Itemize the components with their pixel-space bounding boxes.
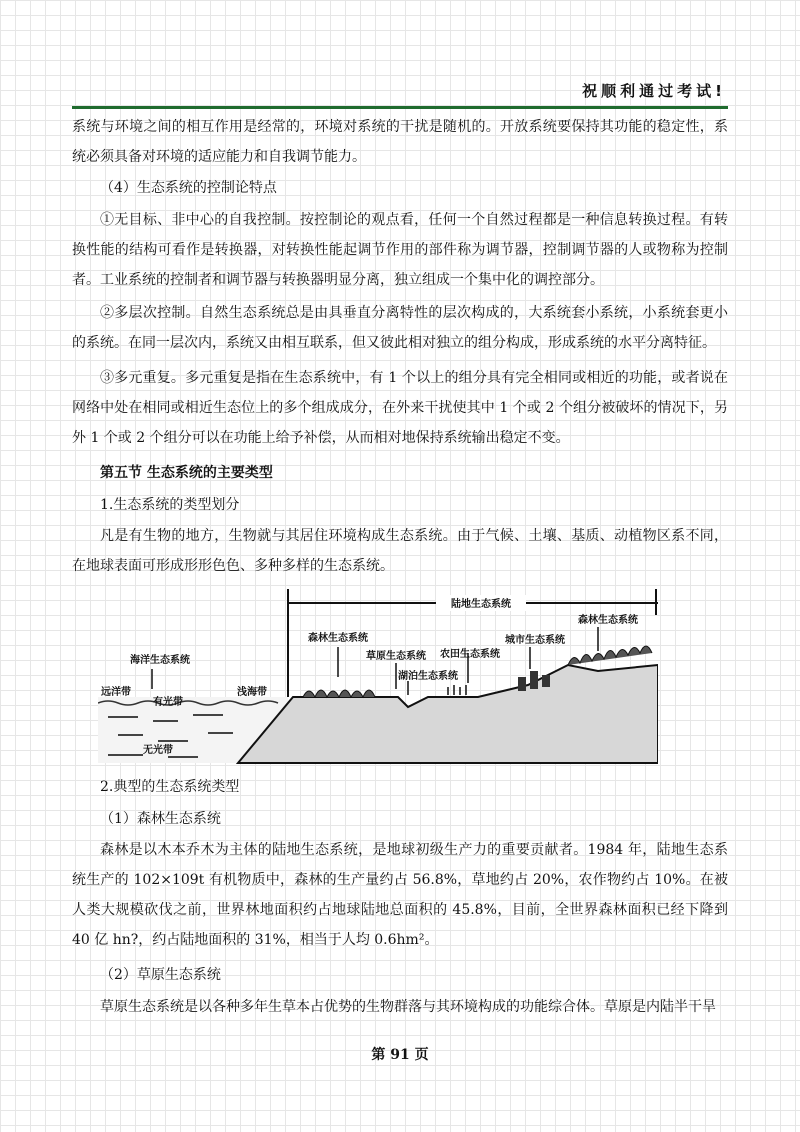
page-number: 第 91 页 bbox=[371, 1047, 429, 1063]
subheading-typical-types: 2.典型的生态系统类型 bbox=[100, 779, 240, 795]
section-heading-control: （4）生态系统的控制论特点 bbox=[100, 180, 277, 196]
land-ecosystem-label: 陆地生态系统 bbox=[451, 599, 511, 610]
section-heading-forest: （1）森林生态系统 bbox=[100, 811, 221, 827]
header-title: 祝顺利通过考试! bbox=[582, 82, 726, 100]
paragraph-2: ①无目标、非中心的自我控制。按控制论的观点看，任何一个自然过程都是一种信息转换过程。有转换性能的结构可看作是转换器，对转换性能起调节作用的部件称为调节器，控制调节器的人或物称为控制者。工业系统的控制者和调节器与转换器明显分离，独立组成一个集中化的调控部分。 bbox=[72, 212, 728, 288]
lake-label: 湖泊生态系统 bbox=[398, 671, 458, 682]
paragraph-1: 系统与环境之间的相互作用是经常的，环境对系统的干扰是随机的。开放系统要保持其功能的稳定性，系统必须具备对环境的适应能力和自我调节能力。 bbox=[72, 119, 728, 165]
header-divider bbox=[72, 106, 728, 109]
city-building-3 bbox=[542, 675, 550, 687]
ecosystem-svg bbox=[98, 585, 658, 775]
city-label: 城市生态系统 bbox=[505, 635, 565, 646]
subheading-classification: 1.生态系统的类型划分 bbox=[100, 497, 240, 513]
forest-left-label: 森林生态系统 bbox=[308, 633, 368, 644]
section-heading-main-types: 第五节 生态系统的主要类型 bbox=[100, 465, 273, 481]
forest-right-trees bbox=[568, 646, 652, 665]
paragraph-3: ②多层次控制。自然生态系统总是由具垂直分离特性的层次构成的，大系统套小系统，小系统套更小的系统。在同一层次内，系统又由相互联系，但又彼此相对独立的组分构成，形成系统的水平分离特征。 bbox=[72, 305, 728, 351]
paragraph-4: ③多元重复。多元重复是指在生态系统中，有 1 个以上的组分具有完全相同或相近的功能，或者说在网络中处在相同或相近生态位上的多个组成成分，在外来干扰使其中 1 个或 2 个组分被破坏的情况下，另外 1 个或 2 个组分可以在功能上给予补偿，从而相对地保持系统输出稳定不变。 bbox=[72, 370, 728, 446]
paragraph-5: 凡是有生物的地方，生物就与其居住环境构成生态系统。由于气候、土壤、基质、动植物区系不同，在地球表面可形成形形色色、多种多样的生态系统。 bbox=[72, 528, 728, 574]
photic-zone-label: 有光带 bbox=[153, 697, 183, 708]
city-building-2 bbox=[530, 671, 538, 689]
paragraph-forest: 森林是以木本乔木为主体的陆地生态系统，是地球初级生产力的重要贡献者。1984 年，陆地生态系统生产的 102×109t 有机物质中，森林的生产量约占 56.8%，草地约占 20%，农作物约占 10%。在被人类大规模砍伐之前，世界林地面积约占地球陆地总面积的 45.8%，目前，全世界森林面积已经下降到 40 亿 hn?，约占陆地面积的 31%，相当于人均 0.6hm²。 bbox=[72, 842, 728, 948]
shallow-sea-label: 浅海带 bbox=[237, 687, 267, 698]
farm-crops bbox=[448, 685, 466, 695]
page-header bbox=[72, 76, 728, 104]
forest-right-label: 森林生态系统 bbox=[578, 615, 638, 626]
city-building-1 bbox=[518, 677, 526, 691]
ecosystem-diagram bbox=[98, 585, 658, 775]
aphotic-zone-label: 无光带 bbox=[143, 745, 173, 756]
farm-label: 农田生态系统 bbox=[440, 649, 500, 660]
ocean-label: 海洋生态系统 bbox=[130, 655, 190, 666]
paragraph-grassland: 草原生态系统是以各种多年生草本占优势的生物群落与其环境构成的功能综合体。草原是内陆半干旱 bbox=[100, 999, 716, 1015]
far-ocean-label: 远洋带 bbox=[101, 687, 131, 698]
forest-left-trees bbox=[303, 690, 375, 697]
section-heading-grassland: （2）草原生态系统 bbox=[100, 967, 221, 983]
grass-label: 草原生态系统 bbox=[366, 651, 426, 662]
